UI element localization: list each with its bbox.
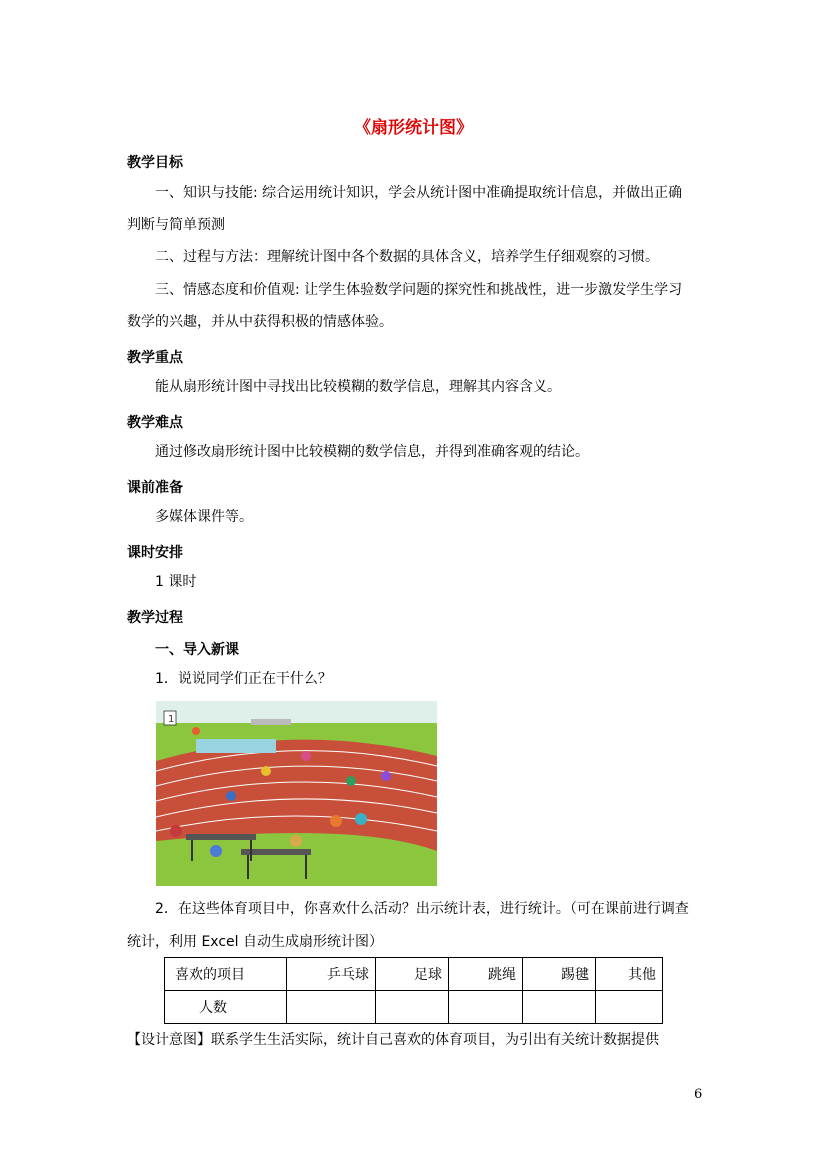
preparation-text: 多媒体课件等。 (155, 509, 253, 525)
table-cell (287, 991, 376, 1024)
table-cell (523, 991, 596, 1024)
table-row-label: 人数 (165, 991, 287, 1024)
schedule-text: 1 课时 (155, 574, 197, 590)
table-header-cell: 踢毽 (523, 958, 596, 991)
heading-preparation: 课前准备 (127, 480, 183, 496)
question-2-line-1: 2．在这些体育项目中，你喜欢什么活动？出示统计表，进行统计。（可在课前进行调查 (155, 901, 689, 917)
question-1: 1．说说同学们正在干什么？ (155, 671, 332, 687)
table-header-cell: 喜欢的项目 (165, 958, 287, 991)
table-row (165, 991, 663, 1024)
subheading-intro: 一、导入新课 (155, 642, 239, 658)
sports-field-drawing (156, 701, 437, 886)
table-cell (596, 991, 663, 1024)
figure-corner-label: 1 (168, 714, 175, 725)
goal-3-line-1: 三、情感态度和价值观: 让学生体验数学问题的探究性和挑战性，进一步激发学生学习 (155, 282, 683, 298)
heading-teaching-goals: 教学目标 (127, 155, 183, 171)
difficulty-text: 通过修改扇形统计图中比较模糊的数学信息，并得到准确客观的结论。 (155, 444, 589, 460)
table-header-row (165, 958, 663, 991)
goal-1-line-2: 判断与简单预测 (127, 217, 225, 233)
goal-3-line-2: 数学的兴趣，并从中获得积极的情感体验。 (127, 314, 393, 330)
heading-schedule: 课时安排 (127, 545, 183, 561)
heading-process: 教学过程 (127, 610, 183, 626)
document-title: 《扇形统计图》 (354, 118, 473, 138)
sports-field-illustration (156, 701, 437, 886)
page-number: 6 (694, 1087, 703, 1102)
heading-key-point: 教学重点 (127, 350, 183, 366)
sports-preference-table (164, 957, 663, 1024)
table-header-cell: 其他 (596, 958, 663, 991)
table-cell (449, 991, 523, 1024)
table-header-cell: 足球 (376, 958, 449, 991)
goal-2: 二、过程与方法：理解统计图中各个数据的具体含义，培养学生仔细观察的习惯。 (155, 249, 659, 265)
table-cell (376, 991, 449, 1024)
table-header-cell: 跳绳 (449, 958, 523, 991)
table-header-cell: 乒乓球 (287, 958, 376, 991)
key-point-text: 能从扇形统计图中寻找出比较模糊的数学信息，理解其内容含义。 (155, 379, 561, 395)
goal-1-line-1: 一、知识与技能: 综合运用统计知识，学会从统计图中准确提取统计信息，并做出正确 (155, 185, 683, 201)
design-intent-note: 【设计意图】联系学生生活实际，统计自己喜欢的体育项目，为引出有关统计数据提供 (127, 1032, 659, 1048)
question-2-line-2: 统计，利用 Excel 自动生成扇形统计图） (127, 934, 383, 950)
heading-difficulty: 教学难点 (127, 415, 183, 431)
